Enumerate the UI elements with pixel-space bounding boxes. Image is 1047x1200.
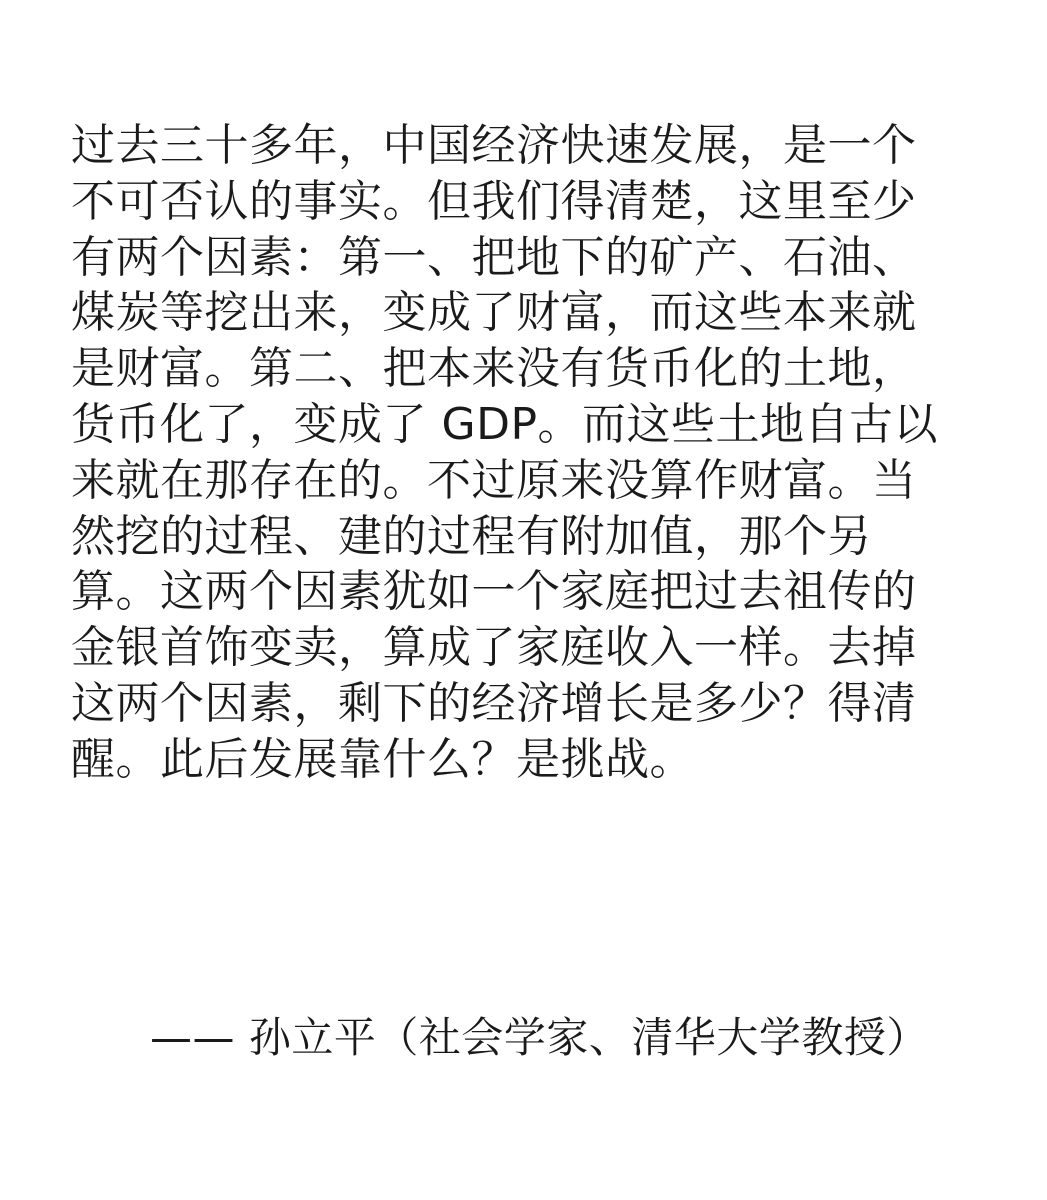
quote-line-7: 来就在那存在的。不过原来没算作财富。当 [71,454,917,506]
quote-line-11: 这两个因素，剩下的经济增长是多少？得清 [71,677,917,729]
quote-line-9: 算。这两个因素犹如一个家庭把过去祖传的 [71,566,917,618]
attribution: —— 孙立平（社会学家、清华大学教授） [150,1013,929,1062]
quote-line-2: 不可否认的事实。但我们得清楚，这里至少 [71,175,917,227]
quote-line-12: 醒。此后发展靠什么？是挑战。 [71,733,694,785]
quote-line-10: 金银首饰变卖，算成了家庭收入一样。去掉 [71,622,917,674]
quote-line-5: 是财富。第二、把本来没有货币化的土地， [71,343,917,395]
quote-line-1: 过去三十多年，中国经济快速发展，是一个 [71,120,917,171]
quote-line-8: 然挖的过程、建的过程有附加值，那个另 [71,510,872,562]
quote-text [71,118,981,788]
quote-line-3: 有两个因素：第一、把地下的矿产、石油、 [71,231,917,283]
quote-line-4: 煤炭等挖出来，变成了财富，而这些本来就 [71,287,917,339]
quote-line-6: 货币化了，变成了 GDP。而这些土地自古以 [71,398,938,450]
